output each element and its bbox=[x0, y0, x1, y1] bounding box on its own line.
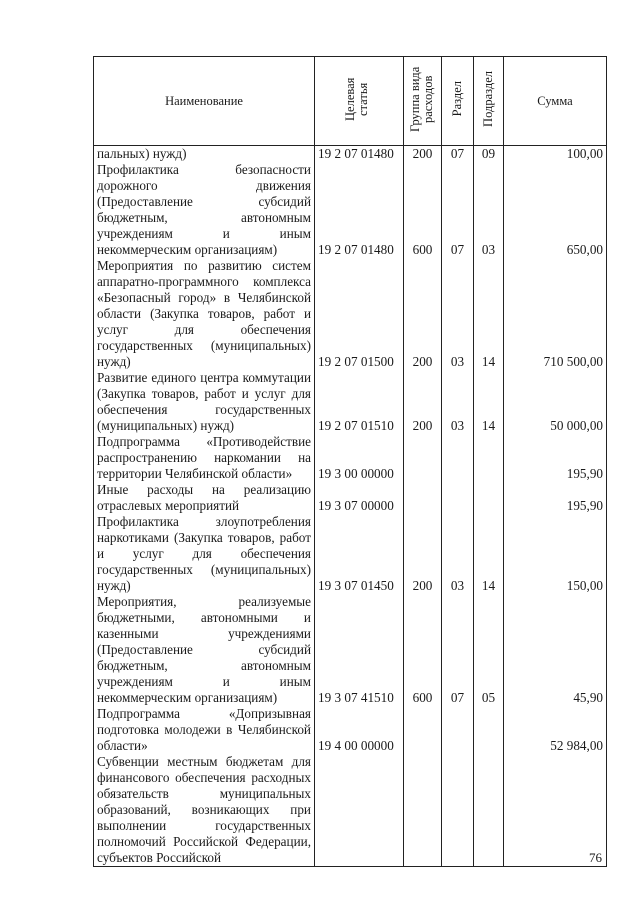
cell-section: 03 bbox=[442, 514, 474, 594]
page-number: 76 bbox=[589, 850, 602, 865]
table-row bbox=[94, 146, 607, 163]
cell-name: Субвенции местным бюджетам для финансового обеспечения расходных обязательств муниципальных образований, возникающих при выполнении государственных полномочий Российской Федерации, субъектов Российской bbox=[94, 754, 315, 867]
header-name: Наименование bbox=[94, 57, 315, 146]
cell-group: 600 bbox=[404, 594, 442, 706]
cell-group: 200 bbox=[404, 514, 442, 594]
header-section-label: Раздел bbox=[450, 81, 464, 117]
cell-subsection bbox=[474, 434, 504, 482]
cell-subsection: 14 bbox=[474, 258, 504, 370]
cell-section: 03 bbox=[442, 258, 474, 370]
cell-article: 19 2 07 01480 bbox=[315, 162, 404, 258]
header-subsection bbox=[474, 57, 504, 146]
header-article-label: Целевая статья bbox=[343, 77, 370, 121]
cell-name: Мероприятия, реализуемые бюджетными, автономными и казенными учреждениями (Предоставление субсидий бюджетным, автономным учреждениям и иным некоммерческим организациям) bbox=[94, 594, 315, 706]
cell-sum: 52 984,00 bbox=[504, 706, 607, 754]
cell-sum: 710 500,00 bbox=[504, 258, 607, 370]
cell-section: 03 bbox=[442, 370, 474, 434]
cell-sum: 650,00 bbox=[504, 162, 607, 258]
cell-group: 200 bbox=[404, 258, 442, 370]
cell-group: 600 bbox=[404, 162, 442, 258]
cell-article: 19 2 07 01500 bbox=[315, 258, 404, 370]
header-subsection-label: Подраздел bbox=[481, 71, 495, 127]
table-body bbox=[94, 146, 607, 867]
cell-subsection: 05 bbox=[474, 594, 504, 706]
cell-name: Профилактика злоупотребления наркотиками (Закупка товаров, работ и услуг для обеспечения государственных (муниципальных) нужд) bbox=[94, 514, 315, 594]
cell-name: Мероприятия по развитию систем аппаратно-программного комплекса «Безопасный город» в Челябинской области (Закупка товаров, работ и услуг для обеспечения государственных (муниципальных) нужд) bbox=[94, 258, 315, 370]
cell-sum: 150,00 bbox=[504, 514, 607, 594]
table-row bbox=[94, 594, 607, 706]
cell-subsection bbox=[474, 706, 504, 754]
header-group bbox=[404, 57, 442, 146]
cell-section bbox=[442, 434, 474, 482]
cell-section bbox=[442, 482, 474, 514]
cell-sum: 50 000,00 bbox=[504, 370, 607, 434]
table-row bbox=[94, 258, 607, 370]
cell-sum: 100,00 bbox=[504, 146, 607, 163]
cell-subsection: 03 bbox=[474, 162, 504, 258]
budget-table bbox=[93, 56, 607, 867]
table-row bbox=[94, 754, 607, 867]
cell-section: 07 bbox=[442, 162, 474, 258]
cell-group bbox=[404, 482, 442, 514]
cell-article: 19 3 07 41510 bbox=[315, 594, 404, 706]
table-row bbox=[94, 162, 607, 258]
table-row bbox=[94, 706, 607, 754]
header-sum: Сумма bbox=[504, 57, 607, 146]
cell-article: 19 2 07 01480 bbox=[315, 146, 404, 163]
table-row bbox=[94, 370, 607, 434]
cell-group bbox=[404, 434, 442, 482]
cell-article: 19 3 00 00000 bbox=[315, 434, 404, 482]
table-header-row bbox=[94, 57, 607, 146]
cell-sum: 45,90 bbox=[504, 594, 607, 706]
cell-name: Развитие единого центра коммутации (Закупка товаров, работ и услуг для обеспечения государственных (муниципальных) нужд) bbox=[94, 370, 315, 434]
cell-subsection: 09 bbox=[474, 146, 504, 163]
table-row bbox=[94, 482, 607, 514]
cell-subsection bbox=[474, 754, 504, 867]
cell-group: 200 bbox=[404, 370, 442, 434]
cell-section: 07 bbox=[442, 594, 474, 706]
cell-group bbox=[404, 754, 442, 867]
cell-article: 19 3 07 00000 bbox=[315, 482, 404, 514]
cell-section bbox=[442, 706, 474, 754]
header-section bbox=[442, 57, 474, 146]
cell-subsection bbox=[474, 482, 504, 514]
table-row bbox=[94, 514, 607, 594]
cell-article bbox=[315, 754, 404, 867]
table-row bbox=[94, 434, 607, 482]
cell-article: 19 3 07 01450 bbox=[315, 514, 404, 594]
cell-group: 200 bbox=[404, 146, 442, 163]
cell-name: пальных) нужд) bbox=[94, 146, 315, 163]
header-article bbox=[315, 57, 404, 146]
cell-name: Подпрограмма «Допризывная подготовка молодежи в Челябинской области» bbox=[94, 706, 315, 754]
cell-name: Иные расходы на реализацию отраслевых мероприятий bbox=[94, 482, 315, 514]
cell-section bbox=[442, 754, 474, 867]
cell-subsection: 14 bbox=[474, 514, 504, 594]
cell-section: 07 bbox=[442, 146, 474, 163]
cell-sum: 195,90 bbox=[504, 434, 607, 482]
cell-name: Профилактика безопасности дорожного движения (Предоставление субсидий бюджетным, автономным учреждениям и иным некоммерческим организациям) bbox=[94, 162, 315, 258]
header-group-label: Группа вида расходов bbox=[407, 66, 435, 132]
cell-name: Подпрограмма «Противодействие распространению наркомании на территории Челябинской области» bbox=[94, 434, 315, 482]
cell-group bbox=[404, 706, 442, 754]
cell-subsection: 14 bbox=[474, 370, 504, 434]
cell-sum: 195,90 bbox=[504, 482, 607, 514]
cell-article: 19 2 07 01510 bbox=[315, 370, 404, 434]
cell-article: 19 4 00 00000 bbox=[315, 706, 404, 754]
